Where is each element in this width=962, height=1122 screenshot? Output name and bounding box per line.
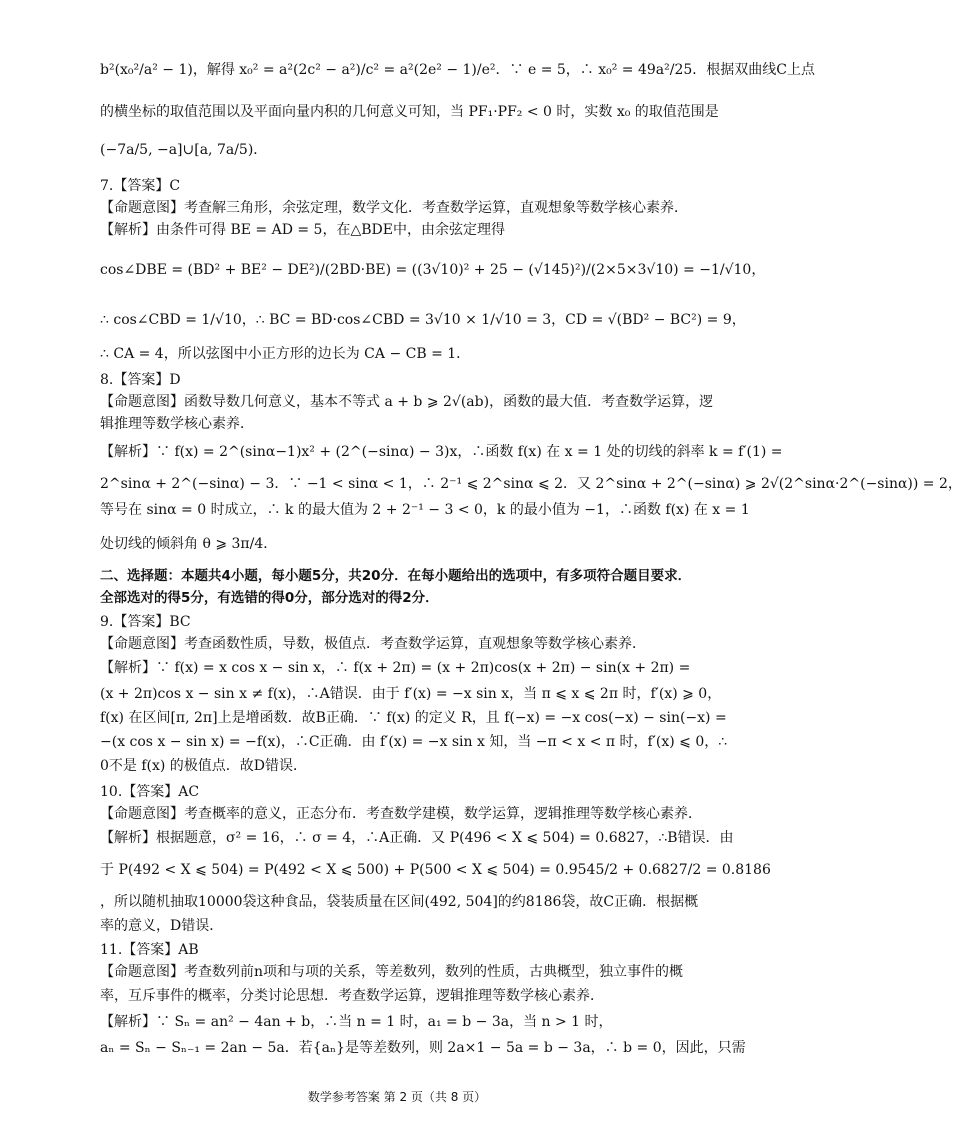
text-line: 【解析】根据题意，σ² = 16，∴ σ = 4，∴A正确．又 P(496 < X ⩽ 504) = 0.6827，∴B错误．由 [100,830,734,846]
text-line: aₙ = Sₙ − Sₙ₋₁ = 2an − 5a．若{aₙ}是等差数列，则 2a×1 − 5a = b − 3a，∴ b = 0，因此，只需 [100,1040,746,1056]
text-line: 处切线的倾斜角 θ ⩾ 3π/4． [100,536,278,552]
text-line: f(x) 在区间[π, 2π]上是增函数．故B正确．∵ f(x) 的定义 R，且 f(−x) = −x cos(−x) − sin(−x) = [100,710,727,726]
text-line: 【命题意图】考查概率的意义，正态分布．考查数学建模，数学运算，逻辑推理等数学核心素养． [100,806,702,822]
text-line: 【解析】∵ f(x) = 2^(sinα−1)x² + (2^(−sinα) − 3)x，∴函数 f(x) 在 x = 1 处的切线的斜率 k = f′(1) = [100,444,783,460]
text-line: 二、选择题：本题共4小题，每小题5分，共20分．在每小题给出的选项中，有多项符合题目要求． [100,568,692,584]
text-line: 【命题意图】考查数列前n项和与项的关系，等差数列，数列的性质，古典概型，独立事件的概 [100,964,684,980]
text-line: 【命题意图】考查解三角形，余弦定理，数学文化．考查数学运算，直观想象等数学核心素养． [100,200,688,216]
page-footer: 数学参考答案 第 2 页（共 8 页） [307,1090,487,1104]
text-line: 【解析】由条件可得 BE = AD = 5，在△BDE中，由余弦定理得 [100,222,505,238]
text-line: 9.【答案】BC [100,614,191,630]
text-line: 于 P(492 < X ⩽ 504) = P(492 < X ⩽ 500) + P(500 < X ⩽ 504) = 0.9545/2 + 0.6827/2 = 0.8186 [100,862,771,878]
text-line: cos∠DBE = (BD² + BE² − DE²)/(2BD·BE) = ((3√10)² + 25 − (√145)²)/(2×5×3√10) = −1/√10， [100,262,766,278]
text-line: −(x cos x − sin x) = −f(x)，∴C正确．由 f′(x) = −x sin x 知，当 −π < x < π 时，f′(x) ⩽ 0，∴ [100,734,728,750]
text-line: 率，互斥事件的概率，分类讨论思想．考查数学运算，逻辑推理等数学核心素养． [100,988,604,1004]
text-line: 率的意义，D错误． [100,918,224,934]
text-line: 辑推理等数学核心素养． [100,416,254,432]
text-line: 2^sinα + 2^(−sinα) − 3．∵ −1 < sinα < 1，∴ 2⁻¹ ⩽ 2^sinα ⩽ 2．又 2^sinα + 2^(−sinα) ⩾ 2√(2^sinα·2^(−sinα)) = 2， [100,476,962,492]
text-line: 的横坐标的取值范围以及平面向量内积的几何意义可知，当 PF₁·PF₂ < 0 时，实数 x₀ 的取值范围是 [100,104,719,120]
text-line: 0不是 f(x) 的极值点．故D错误． [100,758,308,774]
text-line: 8.【答案】D [100,372,181,388]
text-line: 【命题意图】函数导数几何意义，基本不等式 a + b ⩾ 2√(ab)，函数的最大值．考查数学运算，逻 [100,394,714,410]
text-line: 【解析】∵ Sₙ = an² − 4an + b，∴当 n = 1 时，a₁ = b − 3a，当 n > 1 时， [100,1014,613,1030]
text-line: 11.【答案】AB [100,942,199,958]
text-line: 7.【答案】C [100,178,181,194]
text-line: (x + 2π)cos x − sin x ≠ f(x)，∴A错误．由于 f′(x) = −x sin x，当 π ⩽ x ⩽ 2π 时，f′(x) ⩾ 0， [100,686,722,702]
text-line: ，所以随机抽取10000袋这种食品，袋装质量在区间(492, 504]的约8186袋，故C正确．根据概 [100,894,699,910]
text-line: 等号在 sinα = 0 时成立，∴ k 的最大值为 2 + 2⁻¹ − 3 < 0，k 的最小值为 −1，∴函数 f(x) 在 x = 1 [100,502,750,518]
text-line: ∴ cos∠CBD = 1/√10，∴ BC = BD·cos∠CBD = 3√10 × 1/√10 = 3，CD = √(BD² − BC²) = 9， [100,312,746,328]
text-line: (−7a/5, −a]∪[a, 7a/5)． [100,142,268,158]
text-line: ∴ CA = 4，所以弦图中小正方形的边长为 CA − CB = 1． [100,346,471,362]
text-line: 【解析】∵ f(x) = x cos x − sin x，∴ f(x + 2π) = (x + 2π)cos(x + 2π) − sin(x + 2π) = [100,660,691,676]
text-line: 全部选对的得5分，有选错的得0分，部分选对的得2分． [100,590,439,606]
text-line: 10.【答案】AC [100,784,200,800]
text-line: 【命题意图】考查函数性质，导数，极值点．考查数学运算，直观想象等数学核心素养． [100,636,646,652]
text-line: b²(x₀²/a² − 1)，解得 x₀² = a²(2c² − a²)/c² = a²(2e² − 1)/e²．∵ e = 5，∴ x₀² = 49a²/25．根据双曲线C上点 [100,62,815,78]
